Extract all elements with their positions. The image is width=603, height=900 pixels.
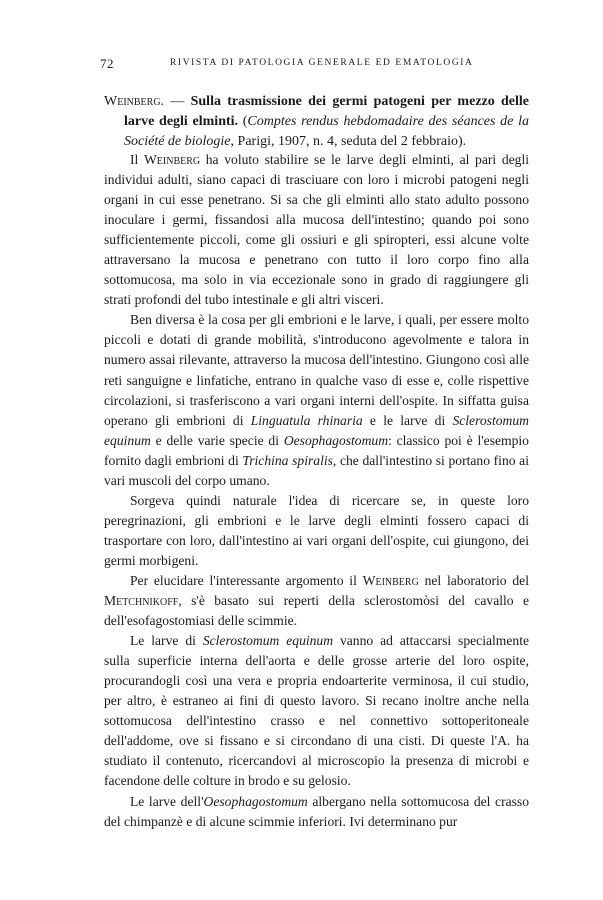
paragraph-5 (104, 631, 529, 791)
article-body (104, 150, 529, 832)
paragraph-4-text-a: Per elucidare l'interessante argomento il (130, 572, 363, 588)
paragraph-1-author: Weinberg (143, 152, 201, 167)
paragraph-5-text-b: vanno ad attaccarsi specialmente sulla superficie interna dell'aorta e delle grosse arterie del loro ospite, procurandogli così una vera e propria endoarterite verminosa, il cui studio, per altro, è estraneo ai fini di questo lavoro. Si recano inoltre anche nella sottomucosa dell'intestino crasso e nel connettivo sottoperitoneale dell'addome, ove si fissano e si circondano di una cisti. Di queste l'A. ha studiato il contenuto, ricercandovi al microscopio la presenza di microbi e facendone delle colture in brodo e su gelosio. (104, 633, 530, 789)
paragraph-3-text: Sorgeva quindi naturale l'idea di ricercare se, in queste loro peregrinazioni, gli embrioni e le larve degli elminti fossero capaci di trasportare con loro, dall'intestino ai vari organi dell'ospite, cui giungono, dei germi morbigeni. (104, 492, 529, 568)
paragraph-2-italic-4: Trichina spiralis (242, 452, 333, 468)
paragraph-1 (104, 150, 529, 310)
page-header (100, 56, 530, 72)
paragraph-5-italic-1: Sclerostomum equinum (202, 633, 334, 649)
paragraph-4-text-b: nel laboratorio del (418, 572, 529, 588)
running-title: RIVISTA DI PATOLOGIA GENERALE ED EMATOLOGIA (170, 58, 474, 68)
citation-journal: Comptes rendus hebdomadaire des séances de la Société de biologie (124, 114, 529, 149)
paragraph-2-text-e: , che dall'intestino si portano fino ai vari muscoli del corpo umano. (104, 452, 529, 488)
page-number: 72 (100, 56, 114, 71)
paragraph-2-italic-3: Oesophagostomum (283, 432, 389, 448)
paragraph-6 (104, 792, 529, 832)
citation-details: , Parigi, 1907, n. 4, seduta del 2 febbraio). (230, 134, 467, 149)
paragraph-2-text-b: e le larve di (362, 412, 453, 428)
paragraph-4 (104, 571, 529, 631)
paragraph-4-text-c: , s'è basato sui reperti della sclerostomòsi del cavallo e dell'esofagostomiasi delle scimmie. (104, 593, 529, 629)
citation-title: Sulla trasmissione dei germi patogeni per mezzo delle larve degli elminti. (124, 94, 530, 129)
citation-block (104, 92, 529, 152)
citation-open-paren: ( (238, 114, 248, 129)
paragraph-3 (104, 491, 529, 571)
paragraph-2-italic-1: Linguatula rhinaria (250, 412, 363, 428)
paragraph-6-italic-1: Oesophagostomum (203, 793, 308, 809)
citation-author: Weinberg. (104, 94, 165, 109)
paragraph-6-text-a: Le larve dell' (130, 793, 204, 809)
paragraph-2 (104, 310, 529, 490)
paragraph-1-text-a: Il (130, 152, 144, 167)
paragraph-2-text-a: Ben diversa è la cosa per gli embrioni e le larve, i quali, per essere molto piccoli e dotati di grande mobilità, s'introducono agevolmente e talora in numero assai rilevante, attraverso la mucosa dell'intestino. Giungono così alle reti sanguigne e linfatiche, entrano in qualche vaso di esse e, colle rispettive circolazioni, si trasferiscono a vari organi interni dell'ospite. In siffatta guisa operano gli embrioni di (104, 312, 529, 428)
paragraph-2-text-d: : classico poi è l'esempio fornito dagli embrioni di (104, 432, 529, 468)
paragraph-1-text-b: ha voluto stabilire se le larve degli elminti, al pari degli individui adulti, siano capaci di trasciuare con loro i microbi patogeni negli organi in cui esse penetrano. Si sa che gli elminti allo stato adulto possono inoculare i germi, fissandosi alla mucosa dell'intestino; quando poi sono sufficientemente piccoli, come gli ossiuri e gli spiropteri, essi alcune volte attraversano la mucosa e penetrano con tutto il loro corpo fino alla sottomucosa, ma solo in via eccezionale sono in grado di raggiungere gli strati profondi del tubo intestinale e gli altri visceri. (104, 152, 530, 308)
paragraph-5-text-a: Le larve di (130, 633, 203, 649)
citation-dash: — (164, 94, 191, 109)
paragraph-6-text-b: albergano nella sottomucosa del crasso del chimpanzè e di alcune scimmie inferiori. Ivi determinano pur (104, 793, 530, 829)
article-citation (104, 92, 529, 152)
paragraph-4-smallcaps-1: Weinberg (362, 572, 419, 588)
paragraph-4-smallcaps-2: Metchnikoff (104, 593, 179, 609)
paragraph-2-text-c: e delle varie specie di (150, 432, 284, 448)
paragraph-2-italic-2: Sclerostomum equinum (104, 412, 529, 448)
